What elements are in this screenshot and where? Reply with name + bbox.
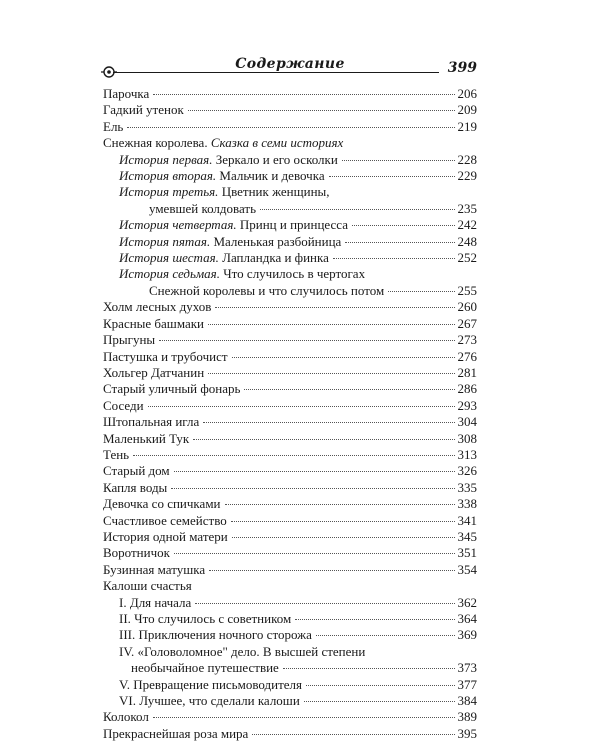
toc-entry[interactable]	[103, 135, 477, 151]
toc-entry-text: Прыгуны	[103, 332, 156, 348]
dot-leader	[352, 225, 455, 226]
toc-entry-text: Маленький Тук	[103, 430, 190, 446]
dot-leader	[252, 734, 454, 735]
toc-entry[interactable]	[103, 726, 477, 742]
dot-leader	[153, 94, 454, 95]
toc-entry-text: Старый дом	[103, 463, 170, 479]
toc-entry-title	[119, 234, 341, 250]
dot-leader	[148, 406, 455, 407]
toc-entry-title	[103, 726, 248, 742]
toc-entry[interactable]	[103, 201, 477, 217]
toc-entry-page: 248	[457, 233, 477, 249]
toc-entry-text: Хольгер Датчанин	[103, 364, 205, 380]
toc-entry-title	[103, 709, 149, 725]
toc-entry-page: 326	[457, 463, 477, 479]
toc-entry-text: Цветник женщины,	[218, 184, 330, 200]
toc-entry[interactable]	[103, 627, 477, 643]
toc-entry[interactable]	[103, 217, 477, 233]
toc-entry-italic: История вторая.	[119, 168, 217, 184]
toc-entry-text: IV. «Головоломное" дело. В высшей степени	[119, 643, 366, 659]
toc-entry-title	[103, 299, 211, 315]
toc-entry[interactable]	[103, 496, 477, 512]
toc-entry-title	[103, 102, 184, 118]
dot-leader	[232, 537, 455, 538]
toc-entry-page: 304	[457, 414, 477, 430]
toc-entry-page: 341	[457, 512, 477, 528]
toc-entry-page: 354	[457, 561, 477, 577]
toc-entry-title	[103, 463, 170, 479]
toc-entry-page: 229	[457, 168, 477, 184]
toc-entry[interactable]	[103, 250, 477, 266]
dot-leader	[171, 488, 454, 489]
toc-entry-title	[119, 693, 300, 709]
toc-entry-text: Принц и принцесса	[236, 217, 348, 233]
toc-entry-page: 260	[457, 299, 477, 315]
dot-leader	[203, 422, 454, 423]
dot-leader	[127, 127, 454, 128]
toc-entry-text: Красные башмаки	[103, 315, 204, 331]
toc-entry-title	[103, 135, 343, 151]
toc-entry-title	[103, 578, 192, 594]
toc-entry-text: Снежная королева.	[103, 135, 211, 151]
toc-entry-title	[103, 545, 170, 561]
toc-entry-title	[119, 266, 365, 282]
toc-entry-page: 255	[457, 282, 477, 298]
toc-entry-italic: История третья.	[119, 184, 219, 200]
toc-entry-italic: Сказка в семи историях	[210, 135, 344, 151]
toc-entry[interactable]	[103, 709, 477, 725]
toc-entry[interactable]	[103, 365, 477, 381]
toc-entry[interactable]	[103, 677, 477, 693]
dot-leader	[345, 242, 454, 243]
toc-entry-text: необычайное путешествие	[131, 660, 279, 676]
toc-entry[interactable]	[103, 102, 477, 118]
toc-entry-title	[119, 184, 330, 200]
dot-leader	[244, 389, 454, 390]
toc-entry-text: Калоши счастья	[103, 578, 192, 594]
toc-entry-page: 276	[457, 348, 477, 364]
toc-entry[interactable]	[103, 168, 477, 184]
toc-entry[interactable]	[103, 119, 477, 135]
toc-entry-page: 362	[457, 594, 477, 610]
toc-entry-text: Бузинная матушка	[103, 561, 206, 577]
page-number: 399	[447, 60, 477, 76]
toc-entry[interactable]	[103, 480, 477, 496]
toc-entry-title	[119, 250, 329, 266]
toc-entry-italic: История седьмая.	[119, 266, 220, 282]
toc-entry[interactable]	[103, 283, 477, 299]
dot-leader	[153, 717, 455, 718]
toc-entry[interactable]	[103, 381, 477, 397]
toc-entry-text: Соседи	[103, 397, 144, 413]
toc-entry-text: Девочка со спичками	[103, 496, 221, 512]
toc-entry-title	[119, 152, 338, 168]
dot-leader	[333, 258, 455, 259]
toc-entry-title	[119, 217, 348, 233]
toc-entry-title	[103, 496, 221, 512]
dot-leader	[209, 570, 454, 571]
toc-entry-text: Ель	[103, 118, 124, 134]
dot-leader	[195, 603, 454, 604]
toc-entry[interactable]	[103, 644, 477, 660]
toc-entry-title	[119, 644, 365, 660]
toc-entry-page: 252	[457, 250, 477, 266]
toc-entry-text: Мальчик и девочка	[216, 168, 325, 184]
toc-entry-text: Прекраснейшая роза мира	[103, 725, 249, 741]
toc-entry-title	[103, 447, 129, 463]
toc-entry-page: 373	[457, 660, 477, 676]
toc-entry-italic: История шестая.	[119, 250, 219, 266]
toc-entry[interactable]	[103, 398, 477, 414]
dot-leader	[295, 619, 454, 620]
dot-leader	[193, 439, 454, 440]
toc-entry-page: 395	[457, 725, 477, 741]
dot-leader	[231, 521, 455, 522]
page-header	[103, 54, 477, 84]
toc-entry[interactable]	[103, 414, 477, 430]
dot-leader	[174, 553, 455, 554]
toc-entry-page: 369	[457, 627, 477, 643]
toc-entry[interactable]	[103, 513, 477, 529]
dot-leader	[316, 635, 455, 636]
toc-entry-page: 209	[457, 102, 477, 118]
toc-entry-page: 286	[457, 381, 477, 397]
toc-entry-page: 281	[457, 364, 477, 380]
toc-entry-text: Зеркало и его осколки	[212, 151, 338, 167]
dot-leader	[306, 685, 455, 686]
toc-entry-italic: История четвертая.	[119, 217, 237, 233]
toc-entry[interactable]	[103, 562, 477, 578]
dot-leader	[342, 160, 455, 161]
toc-entry[interactable]	[103, 316, 477, 332]
toc-entry[interactable]	[103, 266, 477, 282]
toc-entry[interactable]	[103, 349, 477, 365]
toc-entry-page: 228	[457, 151, 477, 167]
toc-entry-text: Снежной королевы и что случилось потом	[149, 282, 385, 298]
dot-leader	[232, 357, 455, 358]
toc-entry-italic: История пятая.	[119, 233, 211, 249]
toc-entry-title	[131, 660, 279, 676]
toc-entry-title	[119, 627, 312, 643]
toc-entry-page: 364	[457, 611, 477, 626]
toc-entry-text: Пастушка и трубочист	[103, 348, 228, 364]
toc-entry-text: Парочка	[103, 86, 150, 101]
toc-entry-page: 273	[457, 332, 477, 348]
toc-entry-text: Холм лесных духов	[103, 299, 212, 315]
toc-entry-title	[103, 513, 227, 529]
toc-entry[interactable]	[103, 431, 477, 447]
toc-entry-page: 384	[457, 693, 477, 709]
toc-entry[interactable]	[103, 545, 477, 561]
toc-entry-page: 219	[457, 118, 477, 134]
toc-entry[interactable]	[103, 660, 477, 676]
toc-entry-text: Штопальная игла	[103, 414, 200, 430]
toc-entry[interactable]	[103, 86, 477, 102]
toc-entry-italic: История первая.	[119, 151, 213, 167]
toc-entry[interactable]	[103, 578, 477, 594]
toc-entry-page: 267	[457, 315, 477, 331]
toc-entry-page: 308	[457, 430, 477, 446]
toc-entry-text: Счастливое семейство	[103, 512, 227, 528]
toc-entry[interactable]	[103, 447, 477, 463]
toc-entry-page: 377	[457, 676, 477, 692]
toc-entry-text: История одной матери	[103, 528, 228, 544]
toc-entry-title	[119, 611, 291, 627]
dot-leader	[159, 340, 454, 341]
toc-entry-title	[103, 414, 199, 430]
toc-entry-text: II. Что случилось с советником	[119, 611, 292, 626]
toc-entry-title	[103, 480, 167, 496]
dot-leader	[188, 110, 455, 111]
toc-entry-title	[103, 119, 123, 135]
toc-entry-text: Воротничок	[103, 545, 170, 561]
toc-entry-page: 338	[457, 496, 477, 512]
toc-entry-page: 242	[457, 217, 477, 233]
dot-leader	[133, 455, 454, 456]
toc-entry-title	[149, 201, 256, 217]
toc-entry[interactable]	[103, 693, 477, 709]
toc-entry-title	[103, 349, 228, 365]
toc-entry[interactable]	[103, 332, 477, 348]
dot-leader	[304, 701, 455, 702]
toc-entry[interactable]	[103, 152, 477, 168]
toc-entry-text: III. Приключения ночного сторожа	[119, 627, 312, 643]
toc-entry-title	[119, 168, 325, 184]
toc-entry[interactable]	[103, 184, 477, 200]
toc-entry[interactable]	[103, 234, 477, 250]
toc-entry-page: 313	[457, 446, 477, 462]
dot-leader	[225, 504, 455, 505]
toc-entry-title	[103, 332, 155, 348]
toc-entry[interactable]	[103, 595, 477, 611]
toc-entry-text: умевшей колдовать	[149, 200, 257, 216]
dot-leader	[388, 291, 454, 292]
dot-leader	[329, 176, 455, 177]
page-title: Содержание	[235, 56, 345, 72]
toc-entry-text: Маленькая разбойница	[210, 233, 342, 249]
toc-entry-text: Лапландка и финка	[218, 250, 329, 266]
toc-entry-title	[103, 431, 189, 447]
toc-entry-page: 389	[457, 709, 477, 725]
toc-entry-page: 293	[457, 397, 477, 413]
toc-entry-title	[119, 595, 191, 611]
toc-entry-title	[103, 86, 149, 102]
dot-leader	[208, 324, 455, 325]
toc-entry-text: Тень	[103, 446, 130, 462]
toc-entry-text: Капля воды	[103, 479, 168, 495]
toc-entry-title	[103, 398, 144, 414]
toc-entry-text: Колокол	[103, 709, 149, 725]
dot-leader	[260, 209, 454, 210]
toc-entry[interactable]	[103, 463, 477, 479]
toc-entry-page: 235	[457, 200, 477, 216]
dot-leader	[174, 471, 455, 472]
header-rule	[113, 72, 439, 73]
toc-entry-text: Гадкий утенок	[103, 102, 184, 118]
dot-leader	[283, 668, 455, 669]
toc-entry[interactable]	[103, 611, 477, 627]
toc-entry-text: I. Для начала	[119, 594, 192, 610]
dot-leader	[208, 373, 454, 374]
toc-entry-text: Что случилось в чертогах	[219, 266, 366, 282]
toc-entry-text: V. Превращение письмоводителя	[119, 676, 302, 692]
toc-entry-title	[119, 677, 302, 693]
toc-entry[interactable]	[103, 529, 477, 545]
toc-entry-text: VI. Лучшее, что сделали калоши	[119, 693, 300, 709]
toc-entry-page: 335	[457, 479, 477, 495]
toc-entry-title	[149, 283, 384, 299]
dot-leader	[215, 307, 454, 308]
table-of-contents	[103, 86, 477, 742]
toc-entry-page: 351	[457, 545, 477, 561]
toc-entry-text: Старый уличный фонарь	[103, 381, 241, 397]
toc-entry-title	[103, 381, 240, 397]
toc-entry-page: 206	[457, 86, 477, 101]
toc-entry-title	[103, 529, 228, 545]
toc-entry-title	[103, 365, 204, 381]
toc-entry[interactable]	[103, 299, 477, 315]
toc-entry-page: 345	[457, 528, 477, 544]
toc-entry-title	[103, 316, 204, 332]
toc-entry-title	[103, 562, 205, 578]
